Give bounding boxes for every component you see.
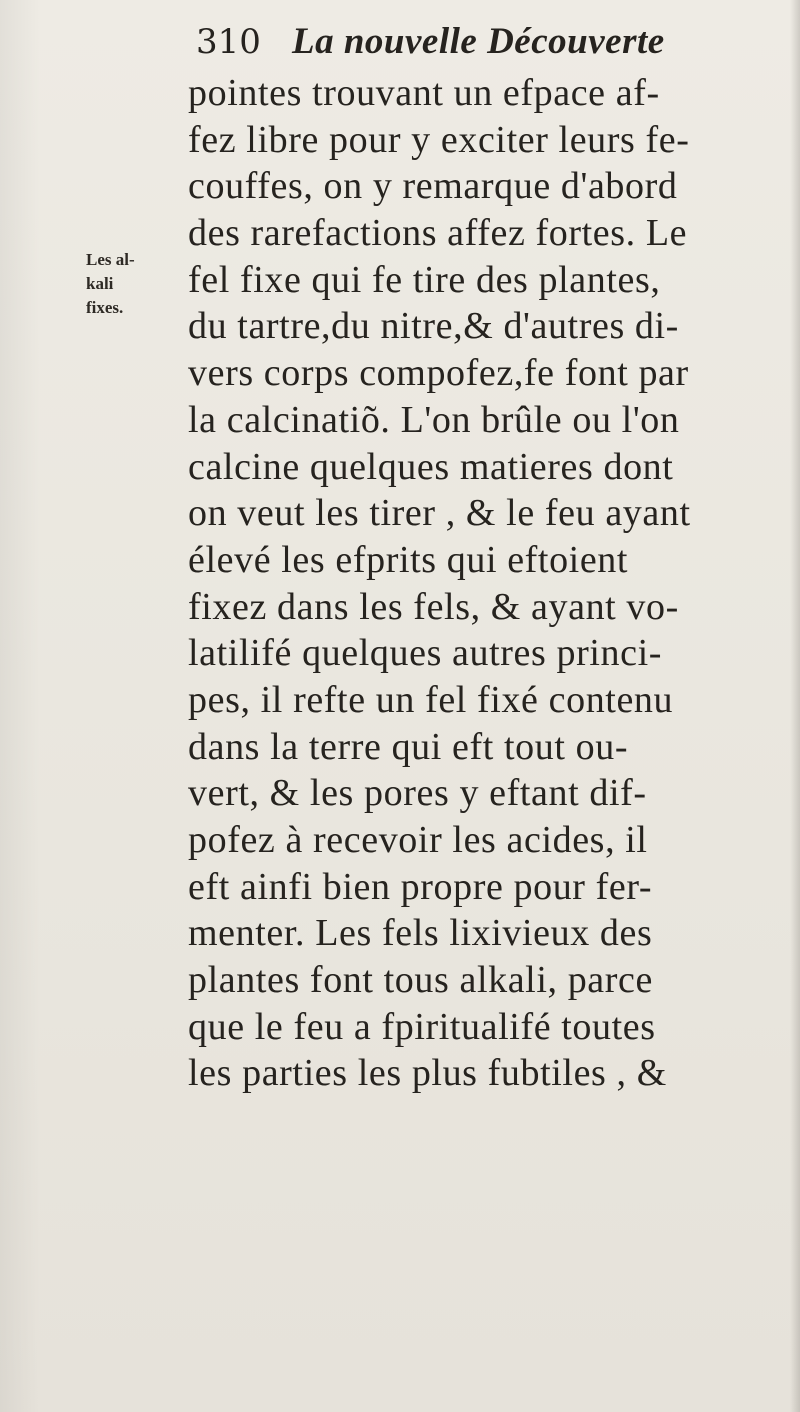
text-line: fixez dans les fels, & ayant vo- <box>188 585 679 628</box>
text-line: dans la terre qui eft tout ou- <box>188 725 629 768</box>
running-title: La nouvelle Découverte <box>292 21 665 62</box>
body-text <box>188 70 800 1097</box>
text-line: fez libre pour y exciter leurs fe- <box>188 118 690 161</box>
text-line: fel fixe qui fe tire des plantes, <box>188 258 661 301</box>
margin-note-line: kali <box>86 274 114 293</box>
text-line: pointes trouvant un efpace af- <box>188 72 660 114</box>
text-line: calcine quelques matieres dont <box>188 445 674 488</box>
text-line: menter. Les fels lixivieux des <box>188 912 653 955</box>
text-line: la calcinatiõ. L'on brûle ou l'on <box>188 398 680 441</box>
text-line: latilifé quelques autres princi- <box>188 632 662 675</box>
text-line: couffes, on y remarque d'abord <box>188 165 678 208</box>
margin-note-line: fixes. <box>86 298 124 317</box>
text-line: vert, & les pores y eftant dif- <box>188 772 647 815</box>
page-number: 310 <box>196 22 261 62</box>
text-line: plantes font tous alkali, parce <box>188 959 653 1002</box>
margin-note-line: Les al- <box>86 250 135 269</box>
text-line: élevé les efprits qui eftoient <box>188 538 629 581</box>
text-line: vers corps compofez,fe font par <box>188 352 689 395</box>
margin-note <box>86 248 186 320</box>
text-line: que le feu a fpiritualifé toutes <box>188 1005 656 1048</box>
text-line: du tartre,du nitre,& d'autres di- <box>188 305 679 348</box>
text-line: les parties les plus fubtiles , & <box>188 1052 667 1095</box>
text-line: eft ainfi bien propre pour fer- <box>188 865 653 908</box>
running-head <box>196 14 665 70</box>
text-line: des rarefactions affez fortes. Le <box>188 212 688 255</box>
text-line: pes, il refte un fel fixé contenu <box>188 678 674 721</box>
text-line: on veut les tirer , & le feu ayant <box>188 492 691 535</box>
text-line: pofez à recevoir les acides, il <box>188 819 648 861</box>
